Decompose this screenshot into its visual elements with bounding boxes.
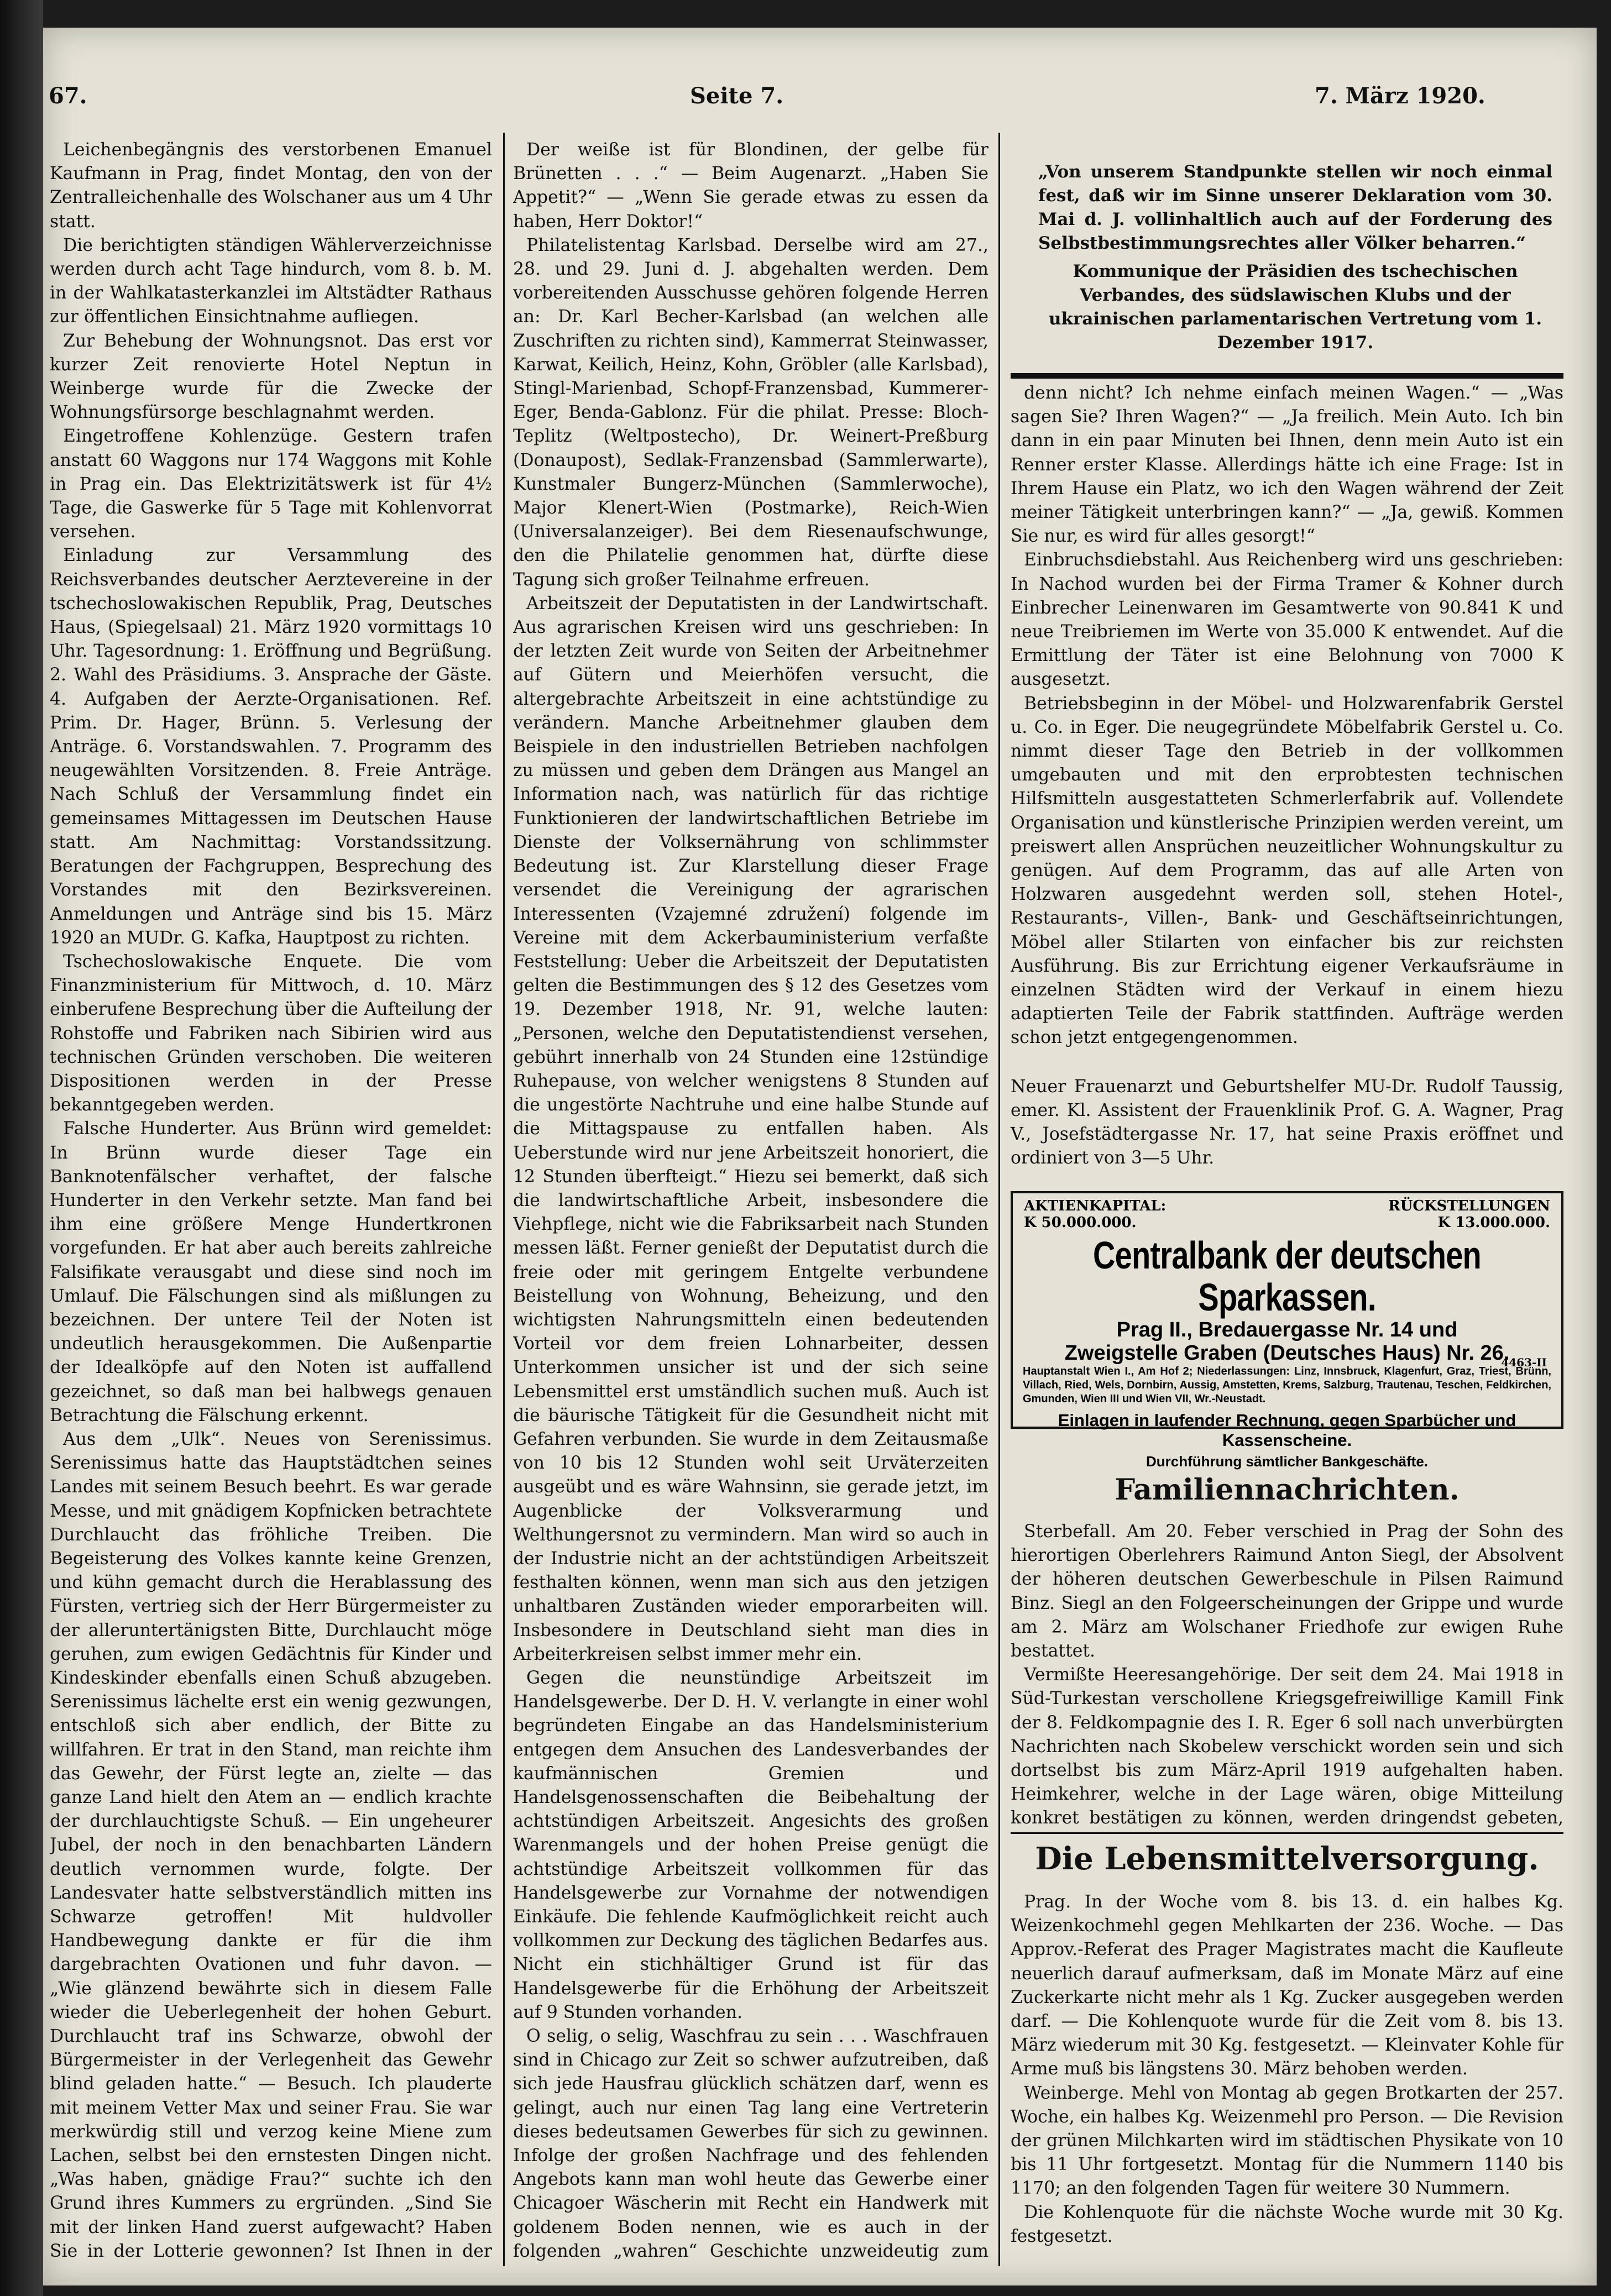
family-news — [1011, 1520, 1563, 1830]
article-funeral: Leichenbegängnis des verstorbenen Emanuel Kaufmann in Prag, findet Montag, den von der Zentralleichenhalle des Wolschaner aus um 4 Uhr statt. — [50, 140, 492, 232]
article-furniture-factory: Betriebsbeginn in der Möbel- und Holzwarenfabrik Gerstel u. Co. in Eger. Die neugegründete Möbelfabrik Gerstel u. Co. nimmt dieser Tage den Betrieb in der vollkommen umgebauten und mit den erprobtesten technischen Hilfsmitteln ausgestatteten Schmerlerfabrik auf. Vollendete Organisation und künstlerische Prinzipien werden vereint, um preiswert allen Ansprüchen neuzeitlicher Wohnungskultur zu genügen. Auf dem Programm, das auf alle Arten von Holzwaren ausgedehnt werden soll, stehen Hotel-, Restaurants-, Villen-, Bank- und Geschäftseinrichtungen, Möbel aller Stilarten von einfacher bis zur reichsten Ausführung. Bis zur Errichtung eigener Verkaufsräume in einzelnen Städten wird der Verkauf in einem hiezu adaptierten Teile der Fabrik stattfinden. Aufträge werden schon jetzt entgegengenommen. — [1011, 693, 1563, 1048]
reserve-value: K 13.000.000. — [1437, 1214, 1550, 1231]
page-label: Seite 7. — [690, 83, 784, 109]
article-doctors-meeting: Einladung zur Versammlung des Reichsverbandes deutscher Aerztevereine in der tschechoslowakischen Republik, Prag, Deutsches Haus, (Spiegelsaal) 21. März 1920 vormittags 10 Uhr. Tagesordnung: 1. Eröffnung und Begrüßung. 2. Wahl des Präsidiums. 3. Ansprache der Gäste. 4. Aufgaben der Aerzte-Organisationen. Ref. Prim. Dr. Hager, Brünn. 5. Verlesung der Anträge. 6. Vorstandswahlen. 7. Programm des neugewählten Vorsitzenden. 8. Freie Anträge. Nach Schluß der Versammlung findet ein gemeinsames Mittagessen im Deutschen Hause statt. Am Nachmittag: Vorstandssitzung. Beratungen der Fachgruppen, Besprechung des Vorstandes mit den Bezirksvereinen. Anmeldungen und Anträge sind bis 15. März 1920 an MUDr. G. Kafka, Hauptpost zu richten. — [50, 546, 492, 948]
bank-services: Durchführung sämtlicher Bankgeschäfte. — [1146, 1453, 1428, 1470]
column-rule-2 — [998, 133, 1000, 2266]
capital-value: K 50.000.000. — [1024, 1214, 1137, 1231]
article-washerwoman-end: denn nicht? Ich nehme einfach meinen Wagen.“ — „Was sagen Sie? Ihren Wagen?“ — „Ja freilich. Mein Auto. Ich bin dann in ein paar Minuten bei Ihnen, denn mein Auto ist ein Renner erster Klasse. Allerdings hätte ich eine Frage: Ist in Ihrem Hause ein Platz, wo ich den Wagen während der Zeit meiner Tätigkeit unterbringen kann?“ — „Ja, gewiß. Kommen Sie nur, es wird für alles gesorgt!“ — [1011, 383, 1563, 547]
section-rule-2 — [1011, 1832, 1563, 1834]
declaration-quote — [1038, 160, 1552, 355]
article-working-hours: Arbeitszeit der Deputatisten in der Landwirtschaft. Aus agrarischen Kreisen wird uns geschrieben: In der letzten Zeit wurde von Seiten der Arbeitnehmer auf Gütern und Meierhöfen versucht, die altergebrachte Arbeitszeit in eine achtstündige zu verändern. Manche Arbeitnehmer glauben dem Beispiele in den industriellen Betrieben nachfolgen zu müssen und geben dem Drängen aus Mangel an Information nach, was natürlich für das richtige Funktionieren der landwirtschaftlichen Betriebe im Dienste der Volksernährung von schlimmster Bedeutung ist. Zur Klarstellung dieser Frage versendet die Vereinigung der agrarischen Interessenten (Vzajemné združení) folgende im Vereine mit dem Ackerbauministerium verfaßte Feststellung: Ueber die Arbeitszeit der Deputatisten gelten die Bestimmungen des § 12 des Gesetzes vom 19. Dezember 1918, Nr. 91, welche lauten: „Personen, welche den Deputatistendienst versehen, gebührt innerhalb von 24 Stunden eine 12stündige Ruhepause, von welcher wenigstens 8 Stunden auf die ungestörte Nachtruhe und eine halbe Stunde auf die Mittagspause zu entfallen haben. Als Ueberstunde wird nur jene Arbeitszeit honoriert, die 12 Stunden überfteigt.“ Hiezu sei bemerkt, daß sich die landwirtschaftliche Arbeit, insbesondere die Viehpflege, nicht wie die Fabriksarbeit nach Stunden messen läßt. Ferner genießt der Deputatist durch die freie oder mit geringem Entgelte verbundene Beistellung von Wohnung, Beheizung, und den wichtigsten Nahrungsmitteln einen bedeutenden Vorteil vor dem freien Lohnarbeiter, dessen Unterkommen unsicher ist und der sich seine Lebensmittel erst umständlich suchen muß. Auch ist die bäurische Tätigkeit für die Gesundheit nicht mit Gefahren verbunden. Sie wurde in dem Zeitausmaße von 10 bis 12 Stunden wohl seit Urväterzeiten ausgeübt und es wäre Wahnsinn, sie gerade jetzt, im Augenblicke der Volksverarmung und Welthungersnot zu vermindern. Man wird so auch in der Industrie nicht an der achtstündigen Arbeitszeit festhalten können, wenn man sich aus den jetzigen unhaltbaren Zuständen wieder emporarbeiten will. Insbesondere in Deutschland sieht man dies in Arbeiterkreisen selbst immer mehr ein. — [513, 593, 988, 1664]
quote-text: „Von unserem Standpunkte stellen wir noch einmal fest, daß wir im Sinne unserer Deklaration vom 30. Mai d. J. vollinhaltlich auch auf der Forderung des Selbstbestimmungsrechtes aller Völker beharren.“ — [1038, 162, 1552, 253]
column-rule-1 — [503, 133, 505, 2266]
quote-signature: Kommunique der Präsidien des tschechischen Verbandes, des südslawischen Klubs und der ukrainischen parlamentarischen Vertretung vom 1. Dezember 1917. — [1048, 261, 1542, 353]
section-rule — [1011, 373, 1563, 379]
death-notice: Sterbefall. Am 20. Feber verschied in Prag der Sohn des hierortigen Oberlehrers Raimund Anton Siegl, der Absolvent der höheren deutschen Gewerbeschule in Pilsen Raimund Binz. Siegl an den Folgeerscheinungen der Grippe und wurde am 2. März am Wolschaner Friedhofe zur ewigen Ruhe bestattet. — [1011, 1522, 1563, 1661]
doctor-announcement: Neuer Frauenarzt und Geburtshelfer MU-Dr. Rudolf Taussig, emer. Kl. Assistent der Frauenklinik Prof. G. A. Wagner, Prag V., Josefstädtergasse Nr. 17, hat seine Praxis eröffnet und ordiniert von 3—5 Uhr. — [1011, 1077, 1563, 1168]
bank-branches: Hauptanstalt Wien I., Am Hof 2; Niederlassungen: Linz, Innsbruck, Klagenfurt, Graz, Triest, Brünn, Villach, Ried, Wels, Dornbirn, Aussig, Amstetten, Krems, Salzburg, Trautenau, Teschen, Feldkirchen, Gmunden, Wien III und Wien VII, Wr.-Neustadt. — [1023, 1365, 1551, 1405]
food-coal-quota: Die Kohlenquote für die nächste Woche wurde mit 30 Kg. festgesetzt. — [1011, 2202, 1563, 2246]
food-weinberge: Weinberge. Mehl von Montag ab gegen Brotkarten der 257. Woche, ein halbes Kg. Weizenmehl pro Person. — Die Revision der grünen Milchkarten wird im städtischen Physikate von 10 bis 11 Uhr fortgesetzt. Montag für die Nummern 1140 bis 1170; an den folgenden Tagen für weitere 30 Nummern. — [1011, 2083, 1563, 2199]
missing-soldier: Vermißte Heeresangehörige. Der seit dem 24. Mai 1918 in Süd-Turkestan verschollene Kriegsgefreiwillige Kamill Fink der 8. Feldkompagnie des I. R. Eger 6 soll nach unverbürgten Nachrichten nach Skobelew verschickt worden sein und sich dortselbst bis zum März-April 1919 aufgehalten haben. Heimkehrer, welche in der Lage wären, obige Mitteilung konkret bestätigen zu können, werden dringendst gebeten, — [1011, 1665, 1563, 1828]
food-supply — [1011, 1890, 1563, 2266]
article-enquete: Tschechoslowakische Enquete. Die vom Finanzministerium für Mittwoch, d. 10. März einberufene Besprechung über die Aufteilung der Rohstoffe und Fabriken nach Sibirien wird aus technischen Gründen verschoben. Die weiteren Dispositionen werden in der Presse bekanntgegeben werden. — [50, 951, 492, 1115]
article-commerce-hours: Gegen die neunstündige Arbeitszeit im Handelsgewerbe. Der D. H. V. verlangte in einer wohl begründeten Eingabe an das Handelsministerium entgegen dem Ansuchen des Landesverbandes der kaufmännischen Gremien und Handelsgenossenschaften die Beibehaltung der achtstündigen Arbeitszeit. Angesichts des großen Warenmangels und der hohen Preise genügt die achtstündige Arbeitszeit vollkommen für das Handelsgewerbe zur Vornahme der notwendigen Einkäufe. Die fehlende Kaufmöglichkeit reicht auch vollkommen zur Deckung des täglichen Bedarfes aus. Nicht ein stichhältiger Grund ist für das Handelsgewerbe für die Erhöhung der Arbeitszeit auf 9 Stunden vorhanden. — [513, 1668, 988, 2022]
reserve-label: RÜCKSTELLUNGEN — [1388, 1198, 1550, 1214]
food-prague: Prag. In der Woche vom 8. bis 13. d. ein halbes Kg. Weizenkochmehl gegen Mehlkarten der 236. Woche. — Das Approv.-Referat des Prager Magistrates macht die Kaufleute neuerlich darauf aufmerksam, daß im Monate März auf eine Zuckerkarte nicht mehr als 1 Kg. Zucker ausgegeben werden darf. — Die Kohlenquote wurde für die Zeit vom 8. bis 13. März wiederum mit 30 Kg. festgesetzt. — Kleinvater Kohle für Arme muß bis längstens 30. März behoben werden. — [1011, 1892, 1563, 2079]
issue-date: 7. März 1920. — [1315, 83, 1486, 109]
column-3 — [1011, 381, 1563, 1061]
bank-address-main: Prag II., Bredauergasse Nr. 14 und — [1116, 1318, 1458, 1341]
article-voter-lists: Die berichtigten ständigen Wählerverzeichnisse werden durch acht Tage hindurch, vom 8. b. M. in der Wahlkatasterkanzlei im Altstädter Rathaus zur öffentlichen Einsichtnahme aufliegen. — [50, 235, 492, 327]
bank-name: Centralbank der deutschen Sparkassen. — [1093, 1234, 1481, 1319]
article-counterfeit: Falsche Hunderter. Aus Brünn wird gemeldet: In Brünn wurde dieser Tage ein Banknotenfälscher verhaftet, der falsche Hunderter in den Verkehr setzte. Man fand bei ihm eine größere Menge Hundertkronen vorgefunden. Er hat aber auch bereits zahlreiche Falsifikate verausgabt und diese sind noch im Umlauf. Die Fälschungen sind als mißlungen zu bezeichnen. Der untere Teil der Noten ist undeutlich herausgekommen. Die Außenpartie der Idealköpfe auf den Noten ist auffallend gezeichnet, so daß man bei halbwegs genauen Betrachtung die Fälschung erkennt. — [50, 1119, 492, 1425]
newspaper-page — [43, 28, 1597, 2285]
food-supply-heading: Die Lebensmittelversorgung. — [1035, 1841, 1539, 1877]
family-news-heading: Familiennachrichten. — [1115, 1473, 1460, 1507]
book-spine — [0, 0, 43, 2296]
bank-deposit: Einlagen in laufender Rechnung, gegen Sparbücher und Kassenscheine. — [1058, 1411, 1516, 1450]
article-housing: Zur Behebung der Wohnungsnot. Das erst vor kurzer Zeit renovierte Hotel Neptun in Weinberge wurde für die Zwecke der Wohnungsfürsorge beschlagnahmt werden. — [50, 331, 492, 423]
article-washerwoman: O selig, o selig, Waschfrau zu sein . . . Waschfrauen sind in Chicago zur Zeit so schwer aufzutreiben, daß sich jede Hausfrau glücklich schätzen darf, wenn es gelingt, auch nur einen Tag lang eine Vertreterin dieses bedeutsamen Gewerbes für sich zu gewinnen. Infolge der großen Nachfrage und des fehlenden Angebots kann man wohl heute das Gewerbe einer Chicagoer Wäscherin mit Recht ein Handwerk mit goldenem Boden nennen, wie es auch in der folgenden „wahren“ Geschichte unzweideutig zum — [513, 2026, 988, 2261]
ad-code: 4463-II — [1501, 1356, 1547, 1369]
page-number: 67. — [49, 83, 87, 109]
article-philately: Philatelistentag Karlsbad. Derselbe wird am 27., 28. und 29. Juni d. J. abgehalten werden. Dem vorbereitenden Ausschusse gehören folgende Herren an: Dr. Karl Becher-Karlsbad (an welchen alle Zuschriften zu richten sind), Kammerrat Steinwasser, Karwat, Keilich, Heinz, Kohn, Gröbler (alle Karlsbad), Stingl-Marienbad, Schopf-Franzensbad, Kummerer-Eger, Benda-Gablonz. Für die philat. Presse: Bloch-Teplitz (Weltpostecho), Dr. Weinert-Preßburg (Donaupost), Sedlak-Franzensbad (Sammlerwarte), Kunstmaler Bungerz-München (Sammlerwoche), Major Klenert-Wien (Postmarke), Reich-Wien (Universalanzeiger). Bei dem Riesenaufschwunge, den die Philatelie genommen hat, dürfte diese Tagung sich großer Teilnahme erfreuen. — [513, 235, 988, 590]
article-humor: Aus dem „Ulk“. Neues von Serenissimus. Serenissimus hatte das Hauptstädtchen seines Landes mit seinem Besuch beehrt. Es war gerade Messe, und mit gnädigem Kopfnicken betrachtete Durchlaucht das fröhliche Treiben. Die Begeisterung des Volkes kannte keine Grenzen, und kühn gemacht durch die Herablassung des Fürsten, vertrieg sich der Herr Bürgermeister zu der alleruntertänigsten Bitte, Durchlaucht möge geruhen, zum ewigen Gedächtnis für Kinder und Kindeskinder ebenfalls einen Schuß abzugeben. Serenissimus lächelte erst ein wenig gezwungen, entschloß sich aber endlich, der Bitte zu willfahren. Er trat in den Stand, man reichte ihm das Gewehr, der Fürst legte an, zielte — das ganze Land hielt den Atem an — endlich krachte der durchlauchtigste Schuß. — Ein ungeheurer Jubel, der noch in den benachbarten Ländern deutlich vernommen wurde, folgte. Der Landesvater hatte selbstverständlich mitten ins Schwarze getroffen! Mit huldvoller Handbewegung dankte er für die ihm dargebrachten Ovationen und fuhr davon. — „Wie glänzend bewährte sich in diesem Falle wieder die Ueberlegenheit der hohen Geburt. Durchlaucht traf ins Schwarze, obwohl der Bürgermeister in der Verlegenheit das Gewehr blind geladen hatte.“ — Besuch. Ich plauderte mit meinem Vetter Max und seiner Frau. Sie war merkwürdig still und verzog keine Miene zum Lachen, selbst bei den ernstesten Dingen nicht. „Was haben, gnädige Frau?“ suchte ich den Grund ihres Kummers zu ergründen. „Sind Sie mit der linken Hand zuerst aufgewacht? Haben Sie in der Lotterie gewonnen? Ist Ihnen in der — [50, 1429, 492, 2261]
column-1 — [50, 138, 492, 2263]
bank-address-branch: Zweigstelle Graben (Deutsches Haus) Nr. 26. — [1064, 1341, 1510, 1365]
bank-advertisement — [1011, 1191, 1563, 1470]
capital-label: AKTIENKAPITAL: — [1024, 1198, 1167, 1214]
article-burglary: Einbruchsdiebstahl. Aus Reichenberg wird uns geschrieben: In Nachod wurden bei der Firma Tramer & Kohner durch Einbrecher Leinenwaren im Gesamtwerte von 90.841 K und neue Treibriemen im Werte von 35.000 K entwendet. Auf die Ermittlung der Täter ist eine Belohnung von 7000 K ausgesetzt. — [1011, 550, 1563, 690]
column-2 — [513, 138, 988, 2263]
article-humor-cont: Der weiße ist für Blondinen, der gelbe für Brünetten . . .“ — Beim Augenarzt. „Haben Sie Appetit?“ — „Wenn Sie gerade etwas zu essen da haben, Herr Doktor!“ — [513, 140, 988, 232]
article-coal-trains: Eingetroffene Kohlenzüge. Gestern trafen anstatt 60 Waggons nur 174 Waggons mit Kohle in Prag ein. Das Elektrizitätswerk ist für 4½ Tage, die Gaswerke für 5 Tage mit Kohlenvorrat versehen. — [50, 426, 492, 542]
